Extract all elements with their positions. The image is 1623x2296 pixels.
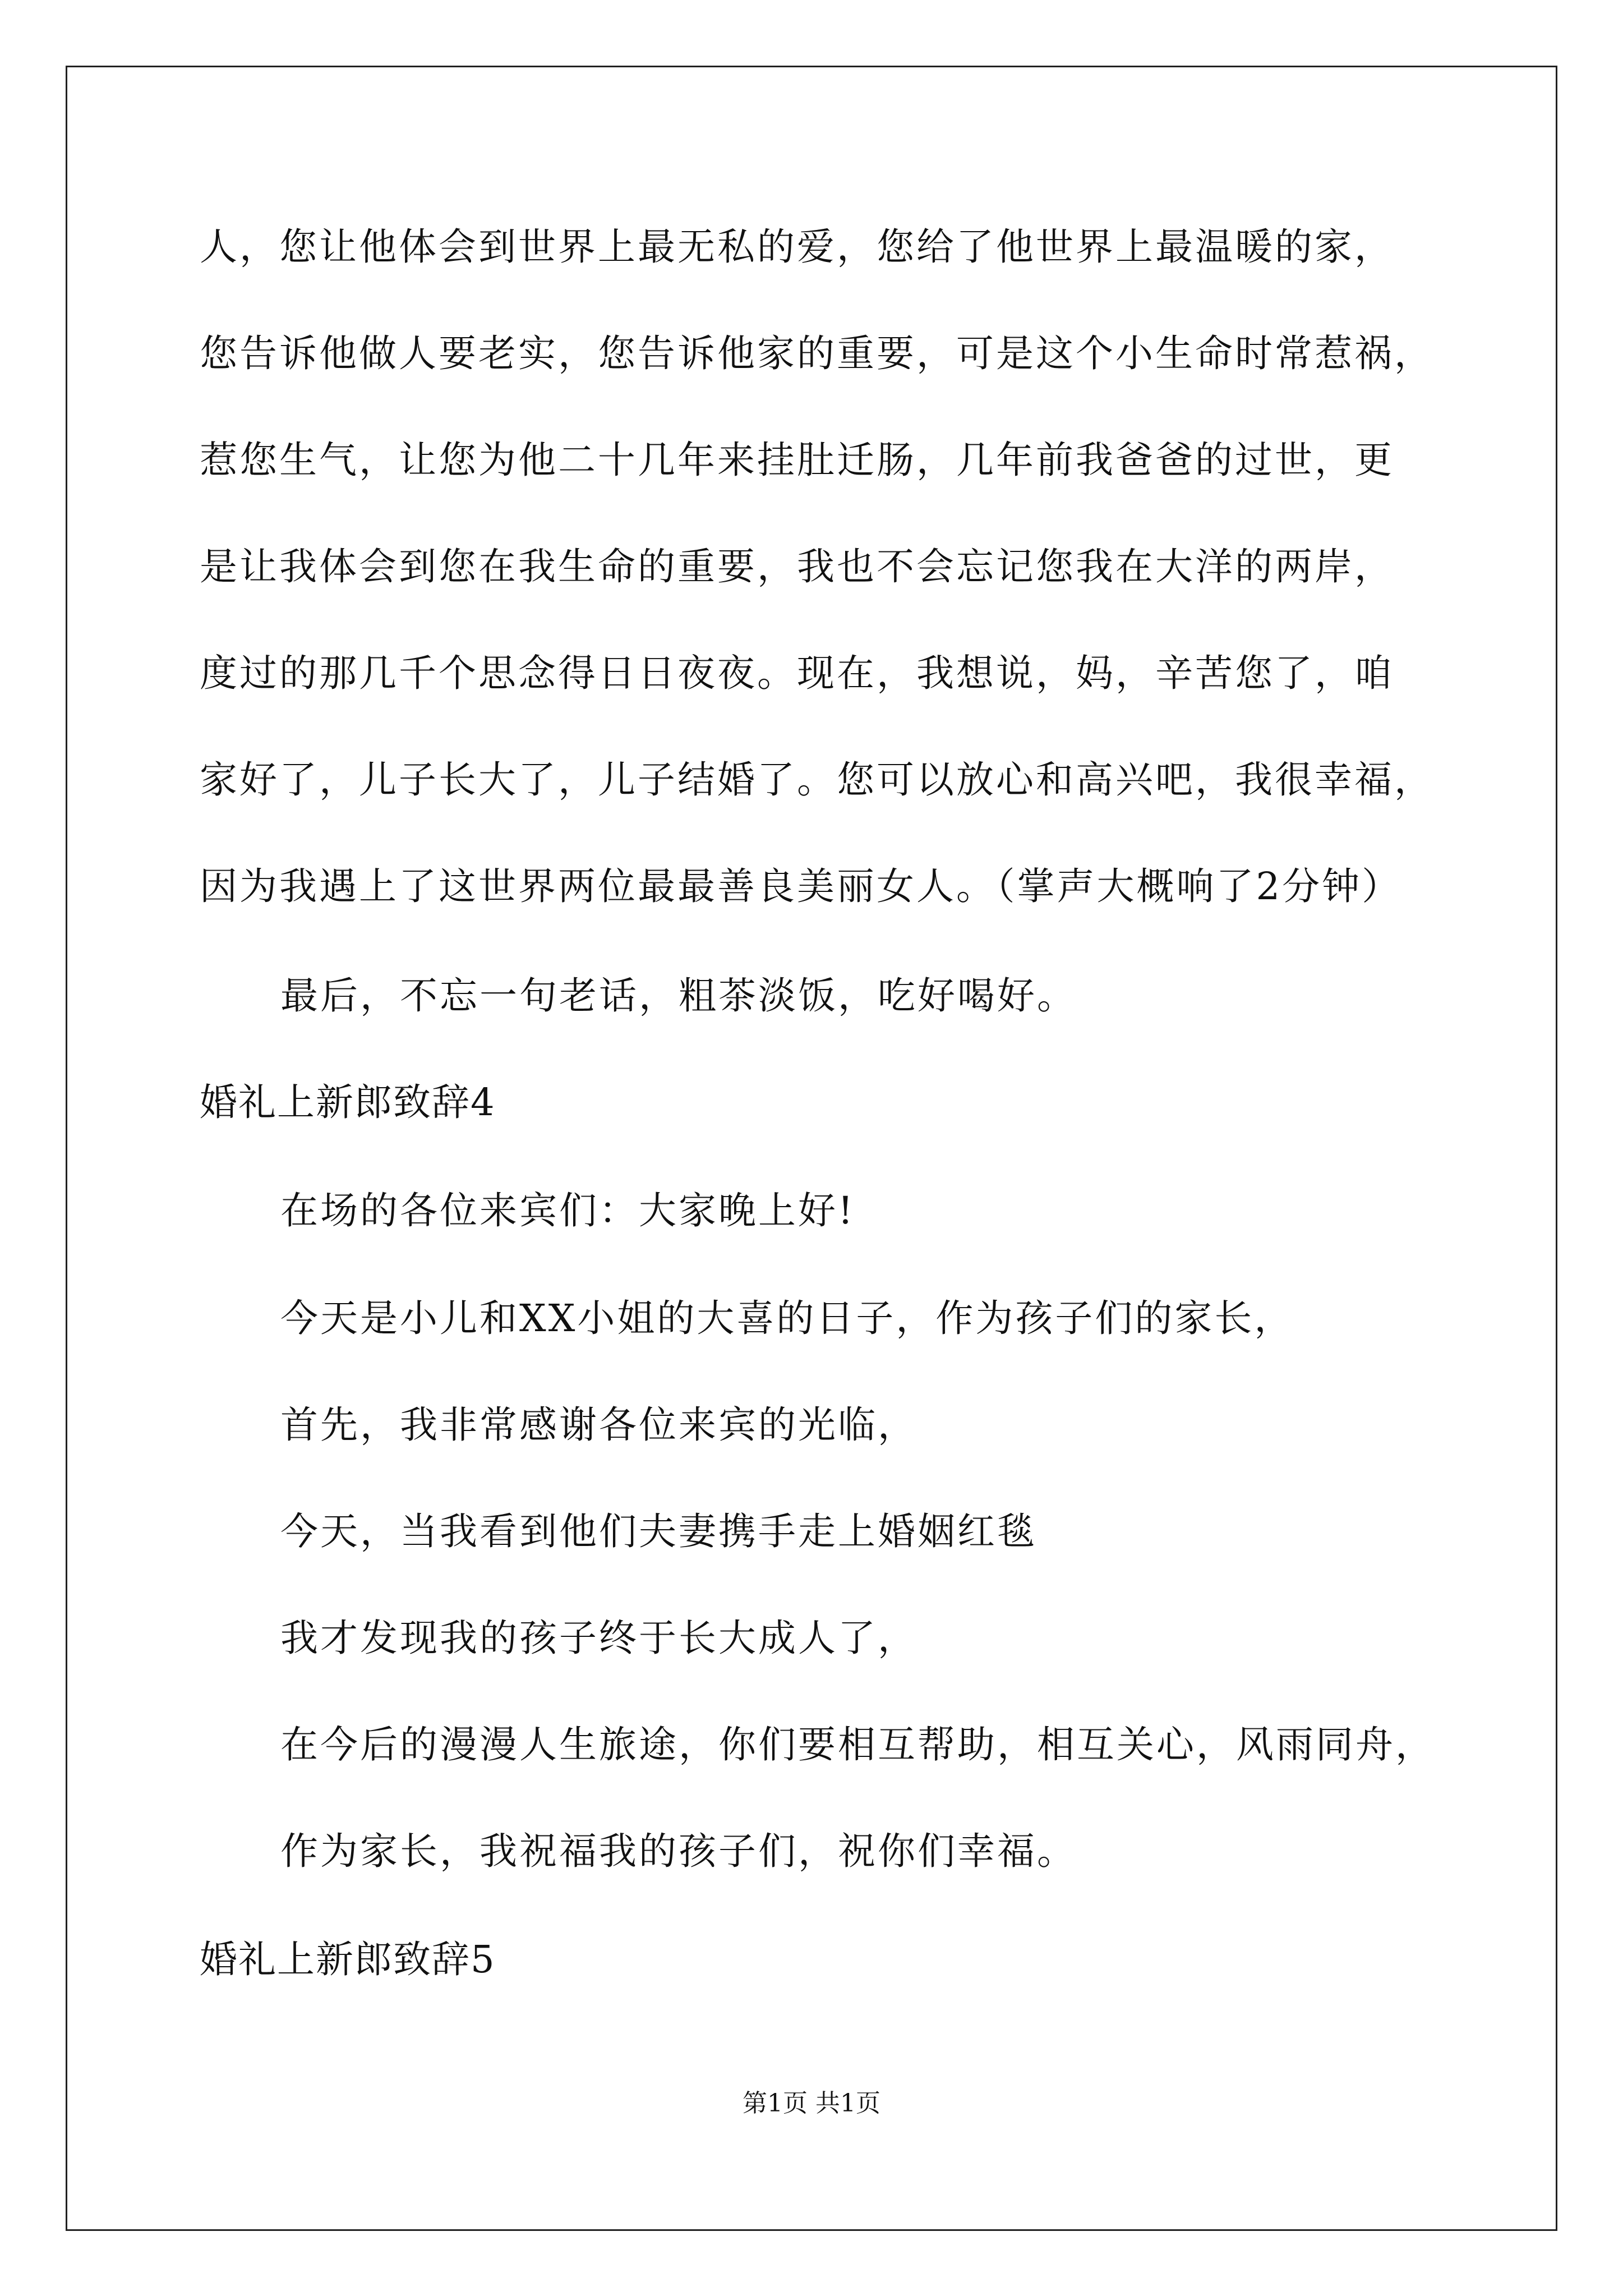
paragraph-line: 作为家长，我祝福我的孩子们，祝你们幸福。 [280, 1829, 1077, 1873]
paragraph-line: 最后，不忘一句老话，粗茶淡饭，吃好喝好。 [280, 974, 1077, 1018]
section-heading: 婚礼上新郎致辞5 [200, 1938, 496, 1981]
paragraph-line: 您告诉他做人要老实，您告诉他家的重要，可是这个小生命时常惹祸， [200, 332, 1434, 375]
paragraph-line: 家好了，儿子长大了，儿子结婚了。您可以放心和高兴吧，我很幸福， [200, 758, 1434, 802]
paragraph-line: 在今后的漫漫人生旅途，你们要相互帮助，相互关心，风雨同舟， [280, 1723, 1435, 1766]
paragraph-line: 人，您让他体会到世界上最无私的爱，您给了他世界上最温暖的家， [200, 225, 1394, 269]
paragraph-line: 在场的各位来宾们：大家晚上好! [280, 1189, 855, 1232]
paragraph-line: 是让我体会到您在我生命的重要，我也不会忘记您我在大洋的两岸， [200, 545, 1394, 588]
paragraph-line: 因为我遇上了这世界两位最最善良美丽女人。（掌声大概响了2分钟） [200, 864, 1402, 908]
paragraph-line: 度过的那几千个思念得日日夜夜。现在，我想说，妈，辛苦您了，咱 [200, 651, 1394, 695]
paragraph-line: 今天是小儿和XX小姐的大喜的日子，作为孩子们的家长， [280, 1296, 1294, 1340]
paragraph-line: 惹您生气，让您为他二十几年来挂肚迁肠，几年前我爸爸的过世，更 [200, 438, 1394, 482]
paragraph-line: 我才发现我的孩子终于长大成人了， [280, 1616, 917, 1660]
page-footer: 第1页 共1页 [743, 2089, 880, 2118]
paragraph-line: 今天，当我看到他们夫妻携手走上婚姻红毯 [280, 1510, 1037, 1553]
section-heading: 婚礼上新郎致辞4 [200, 1080, 496, 1124]
paragraph-line: 首先，我非常感谢各位来宾的光临， [280, 1403, 917, 1447]
page-border [66, 66, 1557, 2231]
